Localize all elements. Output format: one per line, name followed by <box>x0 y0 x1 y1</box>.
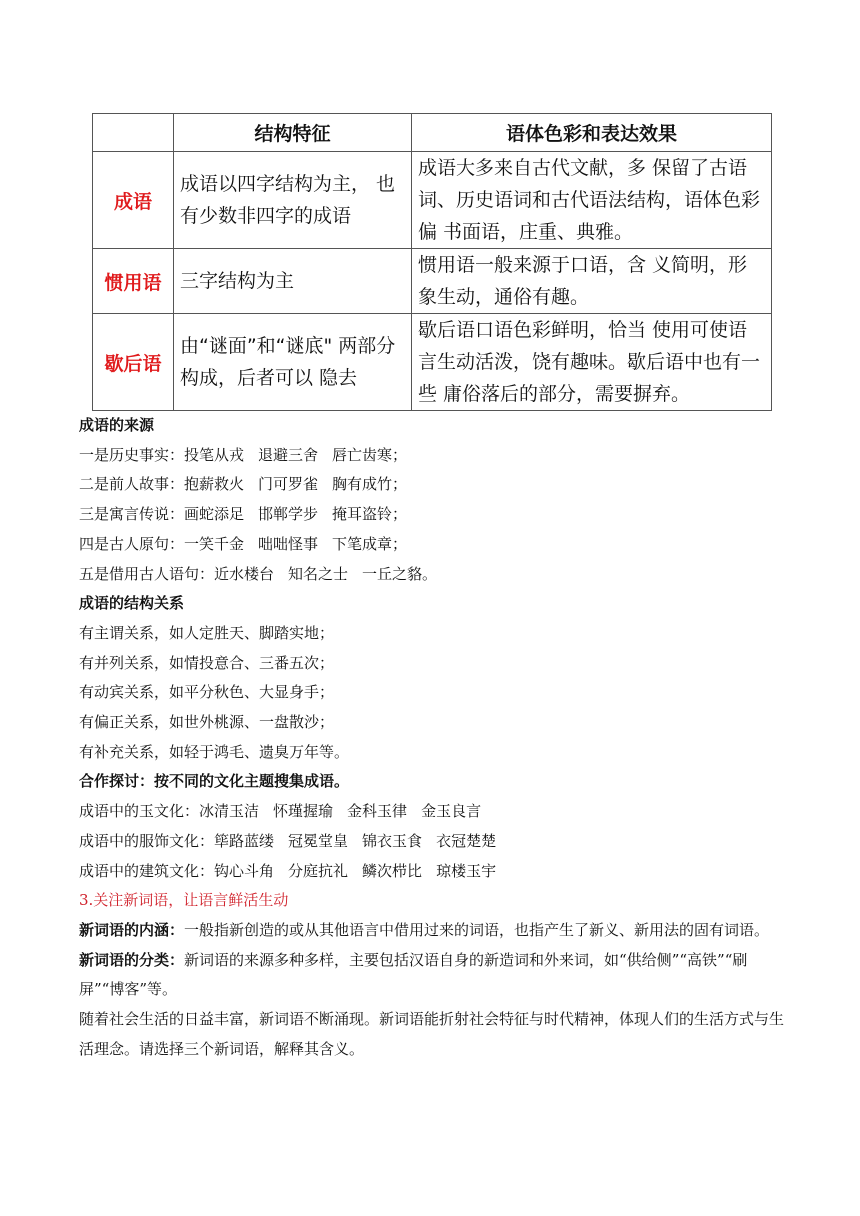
structure-heading: 成语的结构关系 <box>79 594 185 613</box>
category-text: 新词语的来源多种多样，主要包括汉语自身的新造词和外来词，如“供给侧”“高铁”“刷屏”“博客”等。 <box>79 950 748 999</box>
source-item: 三是寓言传说：画蛇添足 邯郸学步 掩耳盗铃； <box>79 505 408 524</box>
row-structure: 成语以四字结构为主， 也有少数非四字的成语 <box>174 152 412 249</box>
structure-item: 有偏正关系，如世外桃源、一盘散沙； <box>79 713 335 732</box>
source-item: 二是前人故事：抱薪救火 门可罗雀 胸有成竹； <box>79 475 408 494</box>
row-label-chengyu: 成语 <box>93 152 174 249</box>
row-effect: 成语大多来自古代文献，多 保留了古语词、历史语词和古代语法结构，语体色彩偏 书面语，庄重、典雅。 <box>412 152 772 249</box>
closing-paragraph: 随着社会生活的日益丰富，新词语不断涌现。新词语能折射社会特征与时代精神，体现人们的生活方式与生活理念。请选择三个新词语，解释其含义。 <box>79 1010 785 1058</box>
new-words-meaning <box>79 916 784 946</box>
section3-title: 3.关注新词语，让语言鲜活生动 <box>79 891 289 910</box>
row-label-xiehouyu: 歇后语 <box>93 314 174 411</box>
table-row <box>93 152 772 249</box>
category-label: 新词语的分类： <box>79 950 185 969</box>
structure-item: 有并列关系，如情投意合、三番五次； <box>79 653 335 672</box>
culture-item: 成语中的玉文化：冰清玉洁 怀瑾握瑜 金科玉律 金玉良言 <box>79 802 482 821</box>
comparison-table-container <box>92 113 771 411</box>
row-effect: 惯用语一般来源于口语，含 义简明，形象生动，通俗有趣。 <box>412 249 772 314</box>
new-words-category <box>79 946 784 1005</box>
table-header-structure: 结构特征 <box>174 114 412 152</box>
structure-item: 有动宾关系，如平分秋色、大显身手； <box>79 683 335 702</box>
table-header-effect: 语体色彩和表达效果 <box>412 114 772 152</box>
source-item: 五是借用古人语句：近水楼台 知名之士 一丘之貉。 <box>79 564 438 583</box>
row-structure: 由“谜面”和“谜底" 两部分构成，后者可以 隐去 <box>174 314 412 411</box>
table-header-empty <box>93 114 174 152</box>
structure-item: 有补充关系，如轻于鸿毛、遗臭万年等。 <box>79 742 350 761</box>
table-row <box>93 249 772 314</box>
row-structure: 三字结构为主 <box>174 249 412 314</box>
source-item: 一是历史事实：投笔从戎 退避三舍 唇亡齿寒； <box>79 445 408 464</box>
culture-item: 成语中的服饰文化：筚路蓝缕 冠冕堂皇 锦衣玉食 衣冠楚楚 <box>79 831 497 850</box>
culture-heading: 合作探讨：按不同的文化主题搜集成语。 <box>79 772 350 791</box>
meaning-label: 新词语的内涵： <box>79 920 185 939</box>
row-effect: 歇后语口语色彩鲜明，恰当 使用可使语言生动活泼，饶有趣味。歇后语中也有一些 庸俗落后的部分，需要摒弃。 <box>412 314 772 411</box>
meaning-text: 一般指新创造的或从其他语言中借用过来的词语，也指产生了新义、新用法的固有词语。 <box>184 920 770 939</box>
structure-item: 有主谓关系，如人定胜天、脚踏实地； <box>79 623 335 642</box>
row-label-guanyongyu: 惯用语 <box>93 249 174 314</box>
sources-heading: 成语的来源 <box>79 416 155 434</box>
source-item: 四是古人原句：一笑千金 咄咄怪事 下笔成章； <box>79 534 408 553</box>
comparison-table <box>92 113 772 411</box>
table-row <box>93 314 772 411</box>
document-body <box>79 411 784 1064</box>
table-header-row <box>93 114 772 152</box>
culture-item: 成语中的建筑文化：钩心斗角 分庭抗礼 鳞次栉比 琼楼玉宇 <box>79 861 497 880</box>
